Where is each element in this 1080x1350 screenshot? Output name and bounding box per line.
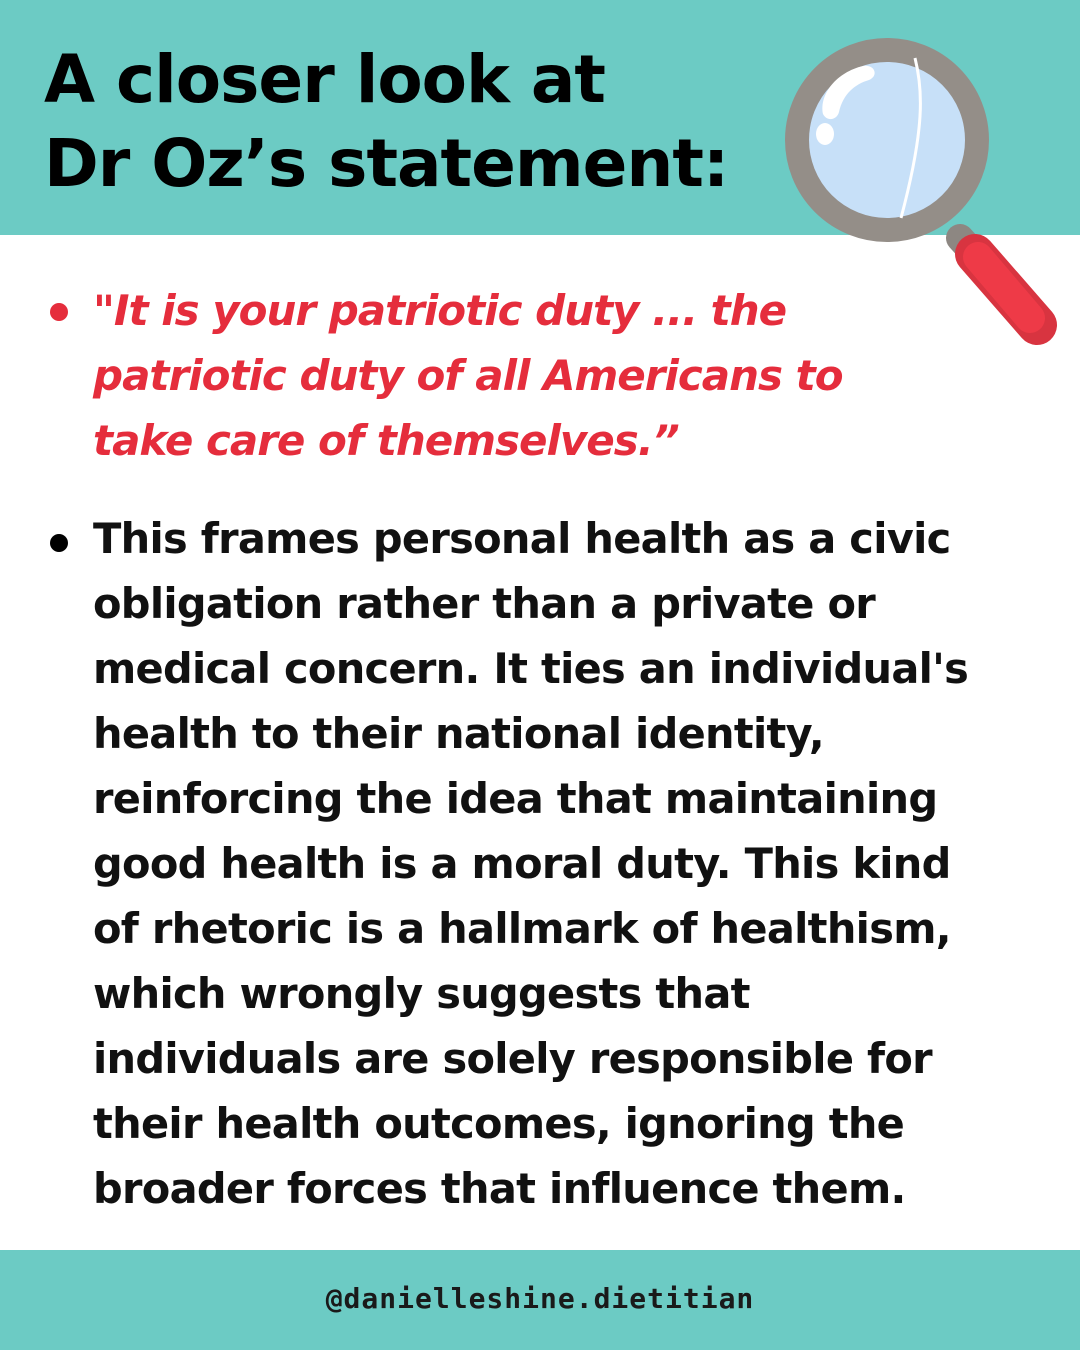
quote-bullet (0, 278, 1080, 473)
bullet-list (0, 278, 1080, 1221)
explanation-line: good health is a moral duty. This kind (93, 839, 951, 888)
explanation-text (93, 506, 1040, 1221)
explanation-line: medical concern. It ties an individual's (93, 644, 969, 693)
magnifier-lens (797, 50, 977, 230)
title-line-1: A closer look at (44, 41, 605, 118)
explanation-line: of rhetoric is a hallmark of healthism, (93, 904, 951, 953)
page-title (44, 38, 804, 206)
explanation-line: individuals are solely responsible for (93, 1034, 932, 1083)
quote-line: patriotic duty of all Americans to (93, 351, 843, 400)
bullet-dot (50, 534, 68, 552)
explanation-line: health to their national identity, (93, 709, 824, 758)
footer-band (0, 1250, 1080, 1350)
explanation-line: which wrongly suggests that (93, 969, 750, 1018)
explanation-bullet (0, 506, 1080, 1221)
quote-line: take care of themselves.” (93, 416, 679, 465)
quote-line: "It is your patriotic duty ... the (93, 286, 787, 335)
explanation-line: broader forces that influence them. (93, 1164, 906, 1213)
explanation-line: obligation rather than a private or (93, 579, 876, 628)
quote-text (93, 278, 1040, 473)
social-handle: @danielleshine.dietitian (325, 1282, 755, 1315)
explanation-line: reinforcing the idea that maintaining (93, 774, 938, 823)
title-line-2: Dr Oz’s statement: (44, 125, 729, 202)
explanation-line: This frames personal health as a civic (93, 514, 951, 563)
explanation-line: their health outcomes, ignoring the (93, 1099, 905, 1148)
bullet-dot (50, 303, 68, 321)
